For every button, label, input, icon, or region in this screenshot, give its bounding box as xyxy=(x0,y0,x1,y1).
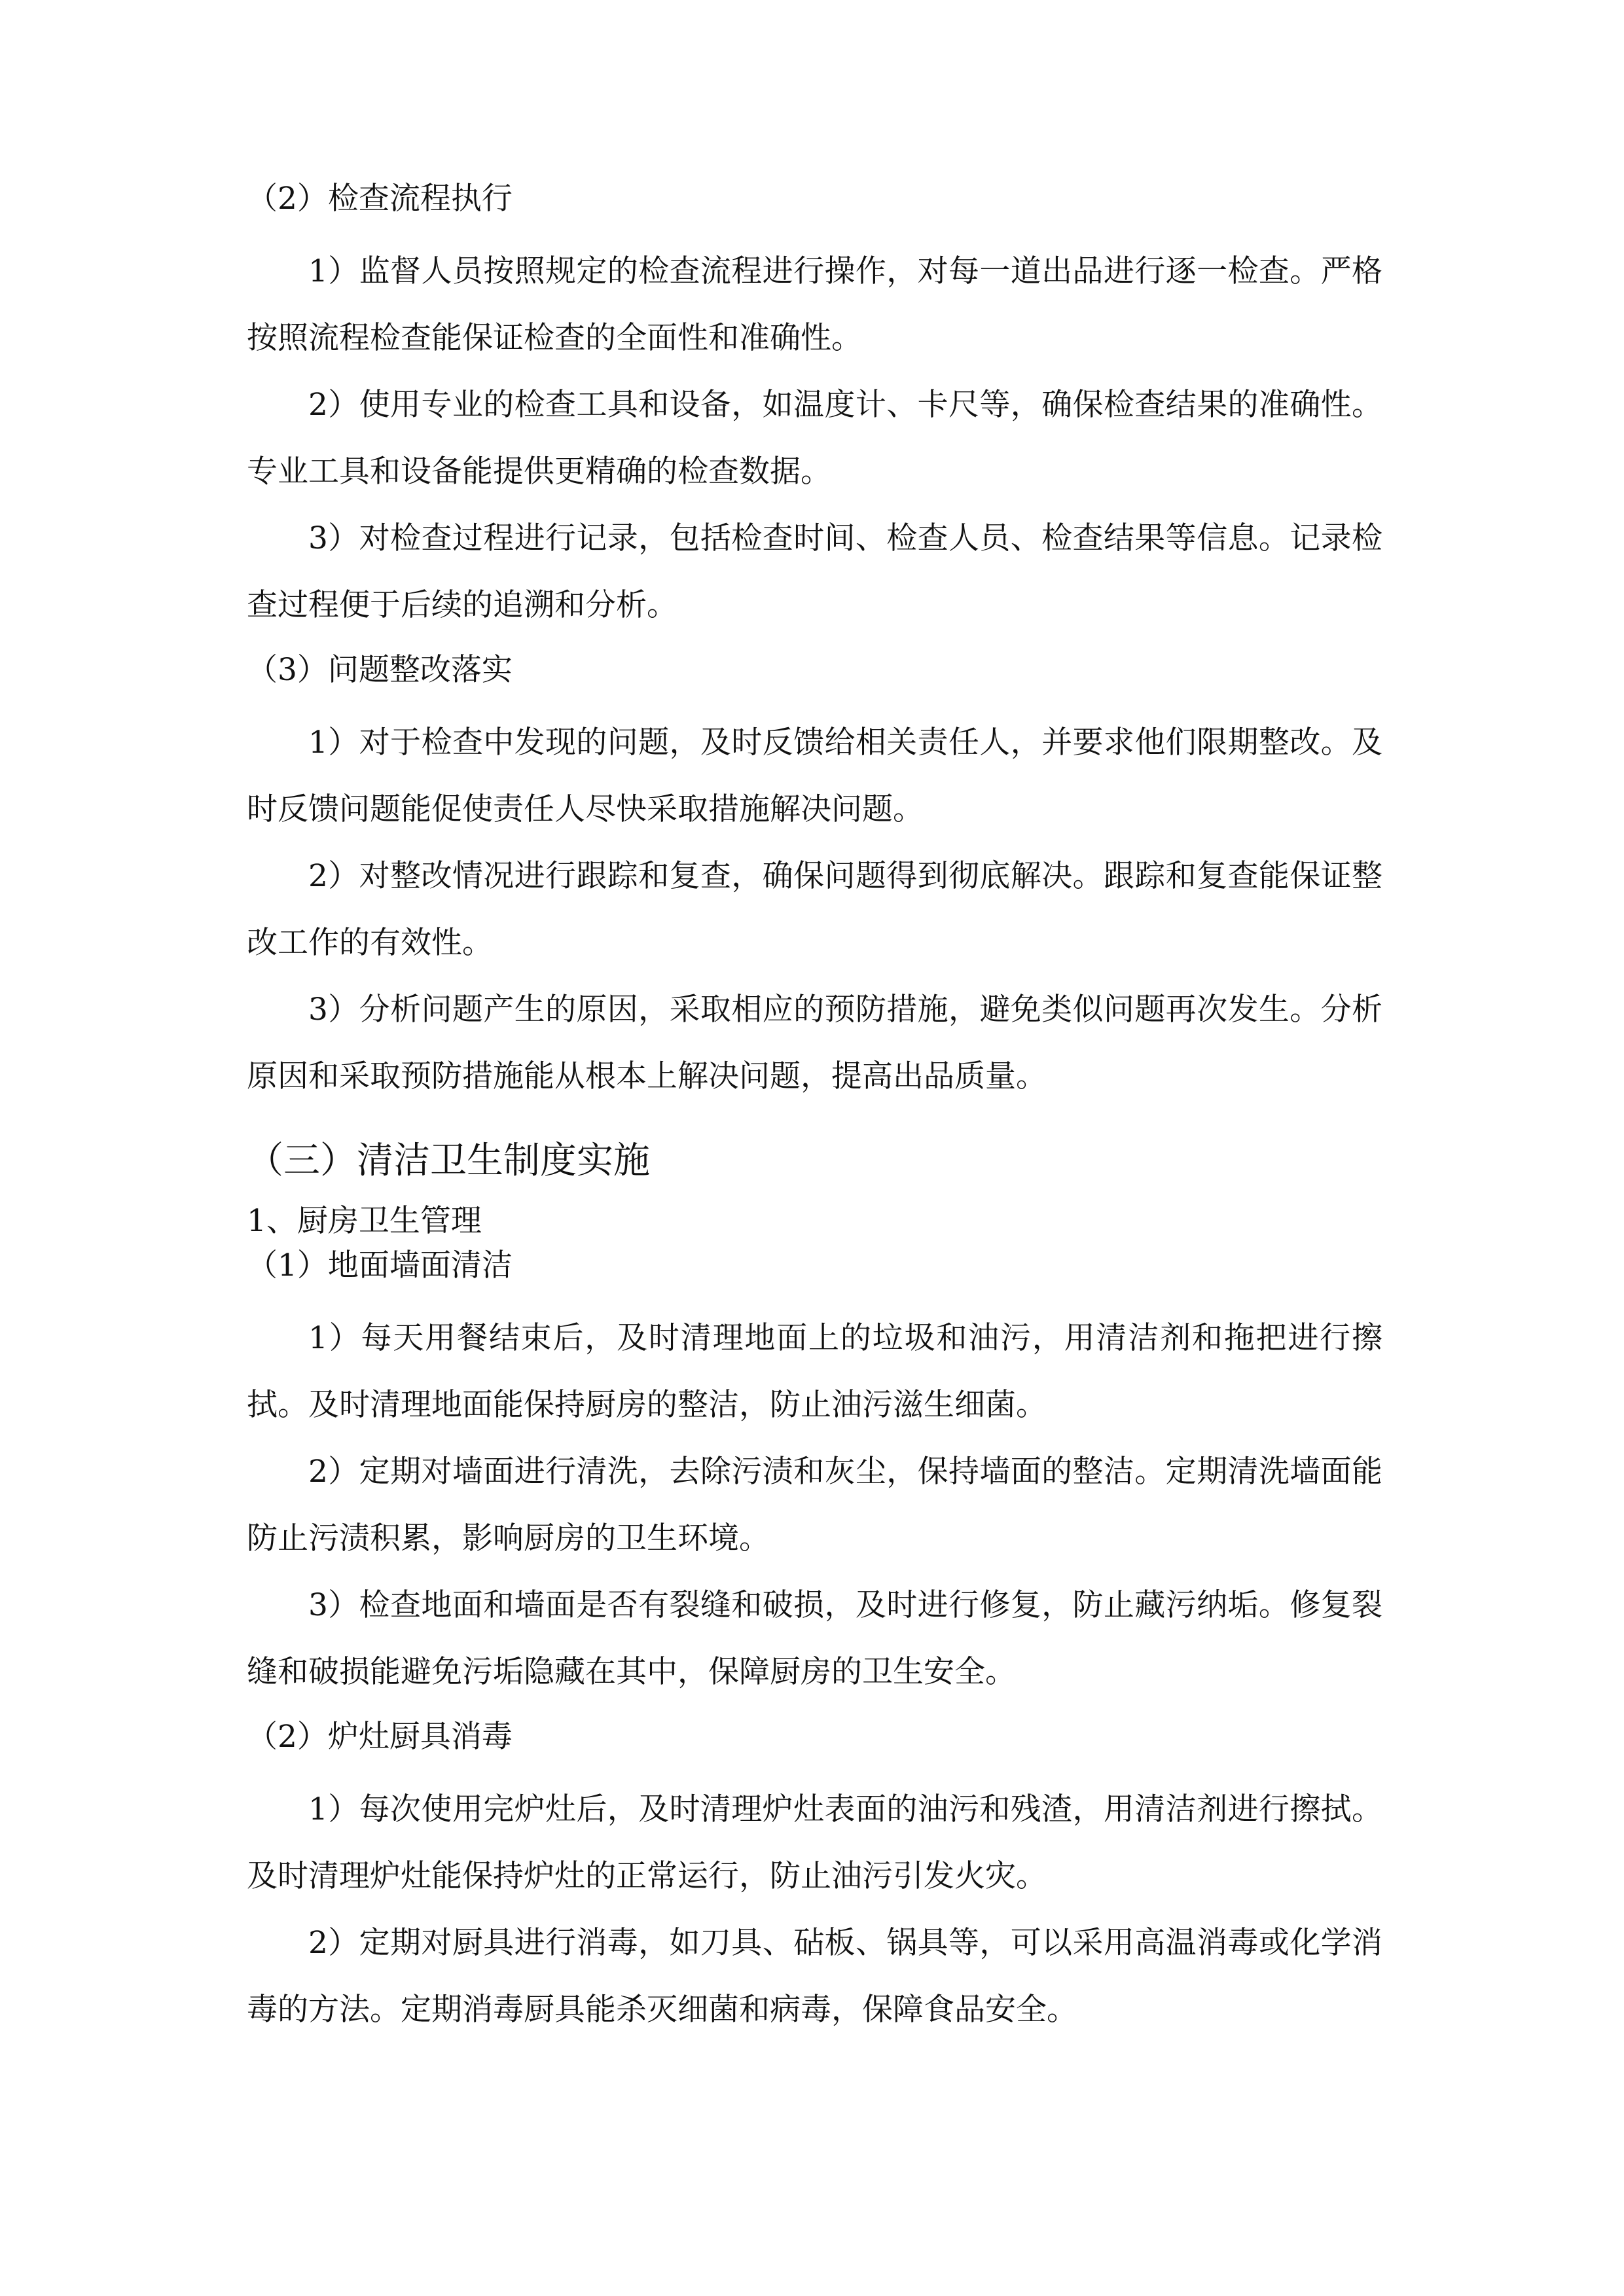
paragraph: 3）对检查过程进行记录，包括检查时间、检查人员、检查结果等信息。记录检查过程便于后续的追溯和分析。 xyxy=(247,520,1382,623)
document-page xyxy=(247,177,1382,2043)
subheading-inspection-process: （2）检查流程执行 xyxy=(247,181,513,217)
paragraph: 2）定期对墙面进行清洗，去除污渍和灰尘，保持墙面的整洁。定期清洗墙面能防止污渍积累，影响厨房的卫生环境。 xyxy=(247,1454,1382,1556)
section-heading: （三）清洁卫生制度实施 xyxy=(247,1139,650,1182)
paragraph: 1）监督人员按照规定的检查流程进行操作，对每一道出品进行逐一检查。严格按照流程检查能保证检查的全面性和准确性。 xyxy=(247,253,1382,356)
subheading-stove-disinfection: （2）炉灶厨具消毒 xyxy=(247,1719,513,1755)
subheading-floor-wall: （1）地面墙面清洁 xyxy=(247,1247,513,1283)
subheading-kitchen-hygiene: 1、厨房卫生管理 xyxy=(247,1203,482,1239)
paragraph: 1）每天用餐结束后，及时清理地面上的垃圾和油污，用清洁剂和拖把进行擦拭。及时清理地面能保持厨房的整洁，防止油污滋生细菌。 xyxy=(247,1320,1382,1423)
paragraph: 3）检查地面和墙面是否有裂缝和破损，及时进行修复，防止藏污纳垢。修复裂缝和破损能避免污垢隐藏在其中，保障厨房的卫生安全。 xyxy=(247,1587,1382,1690)
paragraph: 2）定期对厨具进行消毒，如刀具、砧板、锅具等，可以采用高温消毒或化学消毒的方法。定期消毒厨具能杀灭细菌和病毒，保障食品安全。 xyxy=(247,1925,1382,2028)
paragraph: 3）分析问题产生的原因，采取相应的预防措施，避免类似问题再次发生。分析原因和采取预防措施能从根本上解决问题，提高出品质量。 xyxy=(247,992,1382,1094)
paragraph: 2）对整改情况进行跟踪和复查，确保问题得到彻底解决。跟踪和复查能保证整改工作的有效性。 xyxy=(247,858,1382,961)
subheading-rectification: （3）问题整改落实 xyxy=(247,652,513,688)
paragraph: 2）使用专业的检查工具和设备，如温度计、卡尺等，确保检查结果的准确性。专业工具和设备能提供更精确的检查数据。 xyxy=(247,387,1382,490)
paragraph: 1）每次使用完炉灶后，及时清理炉灶表面的油污和残渣，用清洁剂进行擦拭。及时清理炉灶能保持炉灶的正常运行，防止油污引发火灾。 xyxy=(247,1791,1382,1894)
paragraph: 1）对于检查中发现的问题，及时反馈给相关责任人，并要求他们限期整改。及时反馈问题能促使责任人尽快采取措施解决问题。 xyxy=(247,725,1382,827)
